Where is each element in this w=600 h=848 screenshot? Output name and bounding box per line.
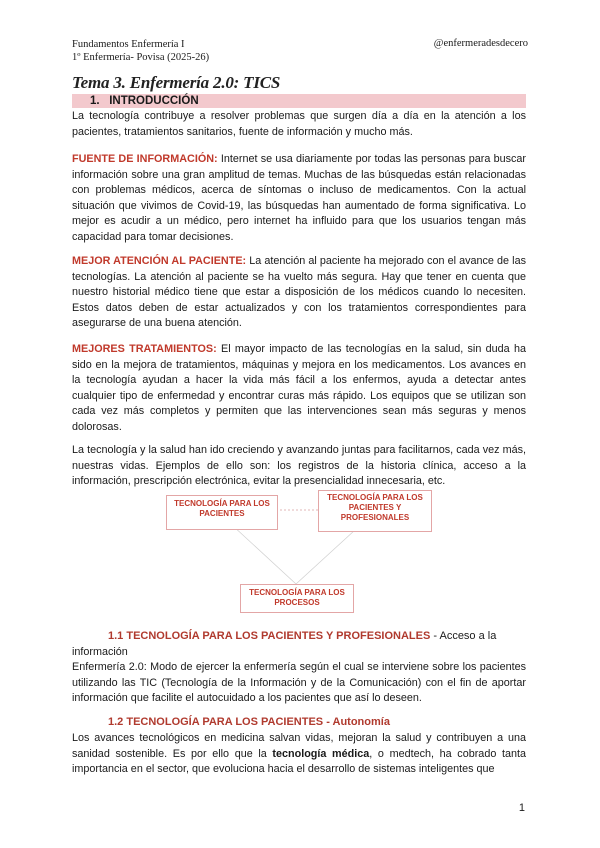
subsection-1-2-paragraph	[72, 731, 526, 778]
fuente-text: Internet se usa diariamente por todas las personas para buscar información sobre una gran amplitud de temas. Muchas de las búsquedas están relacionadas con problemas médicos, acerca de síntomas o incluso de medicamentos. Con la actual situación que vivimos de Covid-19, las búsquedas han aumentado de forma significativa. Lo mejor es acudir a un médico, pero internet ha influido para que los usuarios tengan más capacidad para tomar decisiones.	[72, 153, 527, 243]
subsection-1-2-bold: tecnología médica	[272, 747, 370, 760]
fuente-paragraph	[72, 152, 526, 245]
diagram-box-patients	[166, 495, 278, 530]
subsection-1-2-text-after: , o medtech, ha cobrado tanta importancia en el sector, que evoluciona hacia el desarrollo de sistemas inteligentes que	[72, 747, 526, 775]
diagram-box-pp-line: TECNOLOGÍA PARA LOS	[327, 493, 423, 502]
subsection-1-2-suffix: - Autonomía	[323, 716, 390, 728]
diagram-box-processes	[240, 584, 354, 613]
subsection-1-1-heading	[108, 630, 496, 642]
header-course-block	[72, 38, 209, 64]
course-year: 1º Enfermería- Povisa (2025-26)	[72, 52, 210, 63]
diagram-connector	[296, 530, 355, 584]
mejor-atencion-text: La atención al paciente ha mejorado con el avance de las tecnologías. La atención al paciente se ha vuelto más segura. Hay que tener en cuenta que nuestro historial médico tiene que estar a disposición de los médicos cuando lo necesiten. Estos datos deben de estar actualizados y con los tratamientos correspondientes para asegurarse de una buena atención.	[72, 255, 526, 329]
diagram-box-patients-line: PACIENTES	[199, 509, 245, 518]
section-heading	[90, 94, 199, 108]
fuente-label: FUENTE DE INFORMACIÓN:	[72, 153, 218, 165]
mejores-tratamientos-text: El mayor impacto de las tecnologías en la salud, sin duda ha sido en la mejora de tratamientos, máquinas y mejora en los medicamentos. Los avances en la tecnología ayudan a hacer la vida más fácil a los enfermos, ayuda a detectar antes cualquier tipo de enfermedad y encontrar curas más rápido. Los equipos que se utilizan son cada vez más completos y permiten que las intervenciones sean más seguras y menos dolorosas.	[72, 343, 526, 433]
diagram-box-processes-line: PROCESOS	[274, 598, 320, 607]
mejor-atencion-label: MEJOR ATENCIÓN AL PACIENTE:	[72, 255, 247, 267]
diagram-box-processes-line: TECNOLOGÍA PARA LOS	[249, 588, 345, 597]
section-label: INTRODUCCIÓN	[109, 95, 199, 107]
diagram-box-pp-line: PROFESIONALES	[340, 513, 410, 522]
mejor-atencion-paragraph	[72, 254, 526, 332]
mejores-tratamientos-paragraph	[72, 342, 526, 435]
author-handle: @enfermeradesdecero	[433, 38, 528, 49]
diagram-box-patients-line: TECNOLOGÍA PARA LOS	[174, 499, 270, 508]
subsection-1-2-label: 1.2 TECNOLOGÍA PARA LOS PACIENTES	[108, 716, 324, 728]
tecnologia-salud-paragraph: La tecnología y la salud han ido creciendo y avanzando juntas para facilitarnos, cada vez más, nuestras vidas. Ejemplos de ello son: los registros de la historia clínica, acceso a la información, prescripción electrónica, evitar la presencialidad innecesaria, etc.	[72, 444, 526, 487]
subsection-1-1-suffix: - Acceso a la	[430, 630, 497, 642]
subsection-1-1-paragraph: Enfermería 2.0: Modo de ejercer la enfermería según el cual se interviene sobre los pacientes utilizando las TIC (Tecnología de la Información y de la Comunicación) con el fin de aportar información que facilite el autocuidado a los pacientes que así lo deseen.	[72, 661, 526, 704]
subsection-1-2-heading	[108, 716, 390, 728]
page-number: 1	[518, 802, 525, 814]
page-title: Tema 3. Enfermería 2.0: TICS	[72, 73, 281, 92]
course-name: Fundamentos Enfermería I	[72, 39, 185, 50]
diagram-connector	[232, 525, 296, 584]
subsection-1-1-label: 1.1 TECNOLOGÍA PARA LOS PACIENTES Y PROFESIONALES	[108, 630, 431, 642]
intro-paragraph: La tecnología contribuye a resolver problemas que surgen día a día en la atención a los pacientes, tratamientos sanitarios, fuente de información y mucho más.	[72, 110, 526, 138]
subsection-1-1-continuation: información	[72, 646, 128, 658]
diagram-box-patients-professionals	[318, 490, 432, 532]
mejores-tratamientos-label: MEJORES TRATAMIENTOS:	[72, 343, 217, 355]
section-number: 1.	[90, 95, 100, 107]
subsection-1-2-text-before: Los avances tecnológicos en medicina salvan vidas, mejoran la salud y contribuyen a una sanidad sostenible. Es por ello que la	[72, 732, 526, 760]
diagram-box-pp-line: PACIENTES Y	[348, 503, 402, 512]
